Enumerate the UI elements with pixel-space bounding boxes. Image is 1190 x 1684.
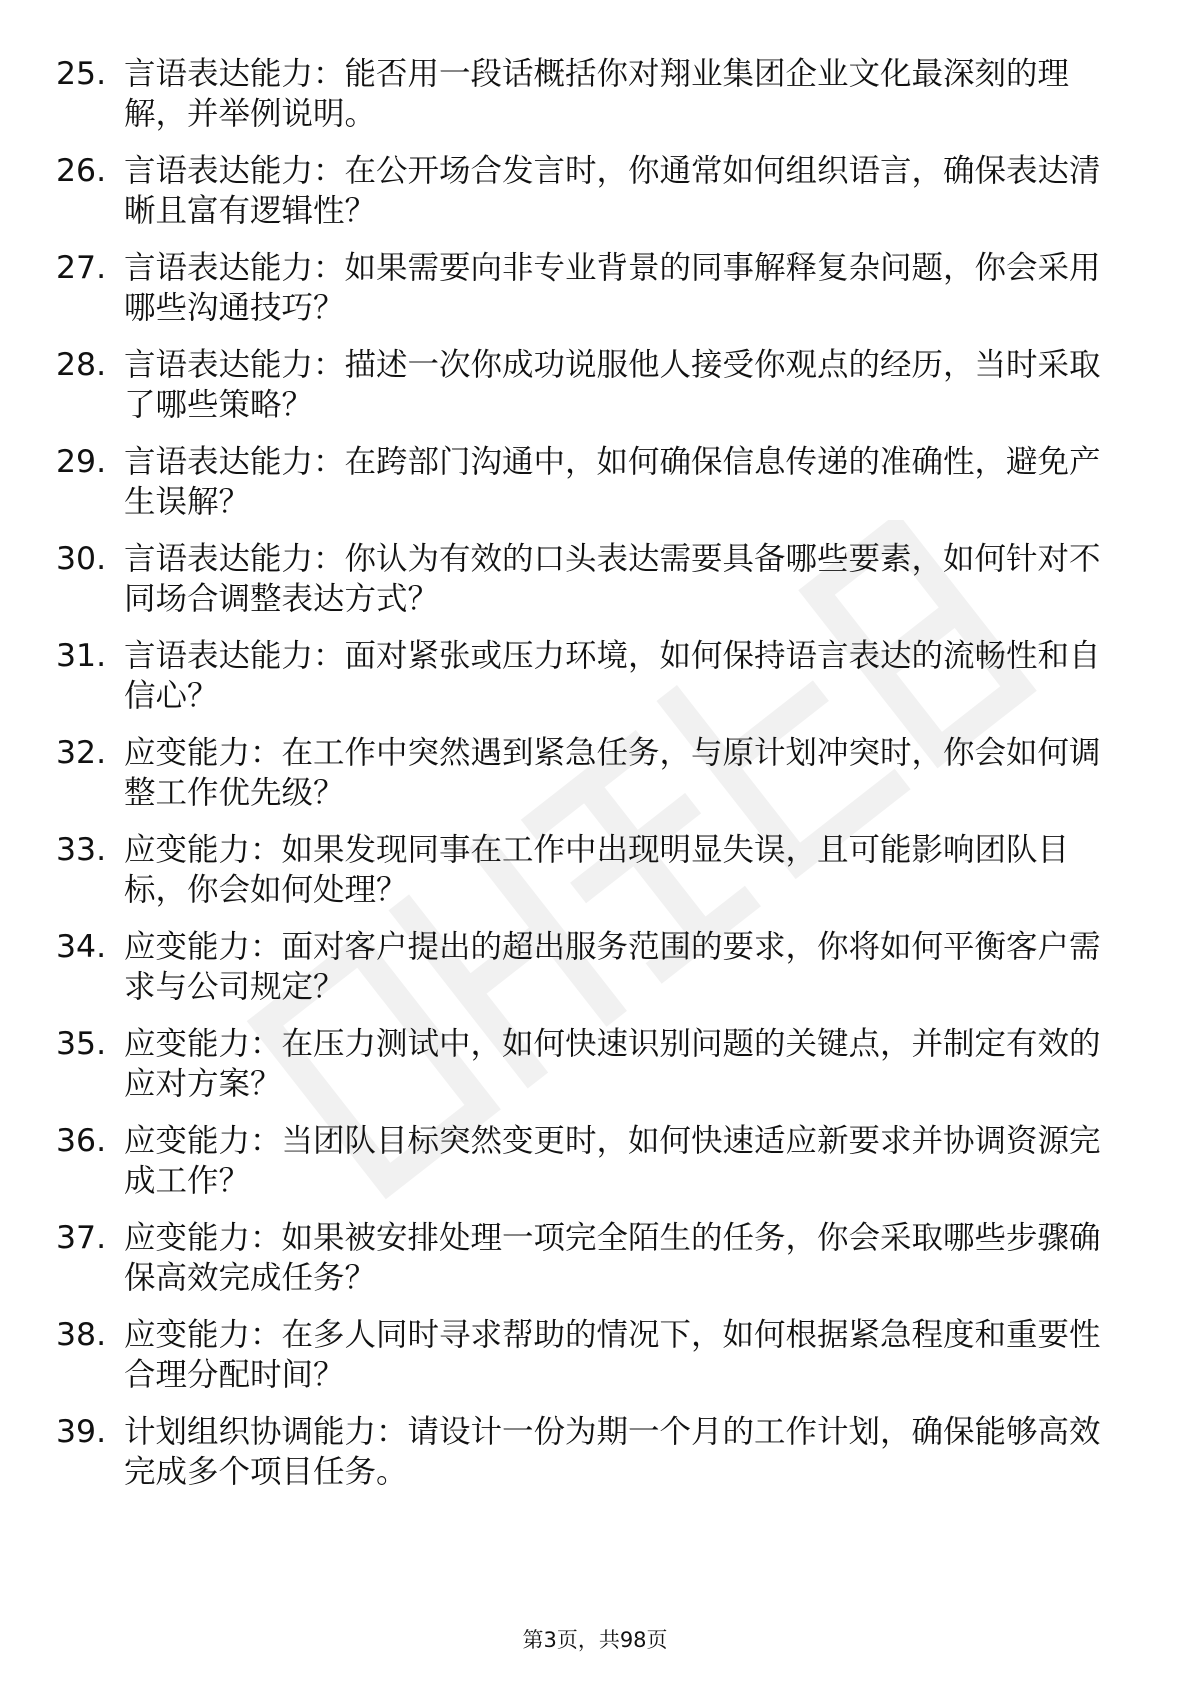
question-text: 言语表达能力：在跨部门沟通中，如何确保信息传递的准确性，避免产生误解？	[124, 444, 1101, 520]
question-item	[56, 1218, 1126, 1298]
question-number: 27.	[56, 250, 107, 286]
question-text: 应变能力：如果发现同事在工作中出现明显失误，且可能影响团队目标，你会如何处理？	[124, 832, 1070, 908]
question-number: 25.	[56, 56, 107, 92]
question-item	[56, 1121, 1126, 1201]
question-text: 应变能力：面对客户提出的超出服务范围的要求，你将如何平衡客户需求与公司规定？	[124, 929, 1101, 1005]
question-item	[56, 248, 1126, 328]
question-text: 应变能力：如果被安排处理一项完全陌生的任务，你会采取哪些步骤确保高效完成任务？	[124, 1220, 1101, 1296]
question-list	[56, 54, 1126, 1509]
question-item	[56, 733, 1126, 813]
question-number: 33.	[56, 832, 107, 868]
question-item	[56, 830, 1126, 910]
question-item	[56, 54, 1126, 134]
question-number: 37.	[56, 1220, 107, 1256]
question-number: 35.	[56, 1026, 107, 1062]
question-item	[56, 151, 1126, 231]
question-item	[56, 345, 1126, 425]
question-text: 应变能力：当团队目标突然变更时，如何快速适应新要求并协调资源完成工作？	[124, 1123, 1101, 1199]
question-text: 应变能力：在多人同时寻求帮助的情况下，如何根据紧急程度和重要性合理分配时间？	[124, 1317, 1101, 1393]
question-text: 言语表达能力：能否用一段话概括你对翔业集团企业文化最深刻的理解，并举例说明。	[124, 56, 1070, 132]
question-text: 言语表达能力：你认为有效的口头表达需要具备哪些要素，如何针对不同场合调整表达方式？	[124, 541, 1101, 617]
question-number: 30.	[56, 541, 107, 577]
question-number: 32.	[56, 735, 107, 771]
question-item	[56, 1315, 1126, 1395]
question-text: 应变能力：在压力测试中，如何快速识别问题的关键点，并制定有效的应对方案？	[124, 1026, 1101, 1102]
question-item	[56, 927, 1126, 1007]
question-number: 31.	[56, 638, 107, 674]
question-text: 计划组织协调能力：请设计一份为期一个月的工作计划，确保能够高效完成多个项目任务。	[124, 1414, 1101, 1490]
question-number: 28.	[56, 347, 107, 383]
question-text: 言语表达能力：如果需要向非专业背景的同事解释复杂问题，你会采用哪些沟通技巧？	[124, 250, 1101, 326]
question-number: 29.	[56, 444, 107, 480]
question-number: 34.	[56, 929, 107, 965]
question-item	[56, 1412, 1126, 1492]
question-number: 39.	[56, 1414, 107, 1450]
question-text: 言语表达能力：面对紧张或压力环境，如何保持语言表达的流畅性和自信心？	[124, 638, 1101, 714]
question-item	[56, 539, 1126, 619]
question-number: 36.	[56, 1123, 107, 1159]
question-text: 应变能力：在工作中突然遇到紧急任务，与原计划冲突时，你会如何调整工作优先级？	[124, 735, 1101, 811]
question-text: 言语表达能力：在公开场合发言时，你通常如何组织语言，确保表达清晰且富有逻辑性？	[124, 153, 1101, 229]
page-number-footer: 第3页，共98页	[522, 1628, 668, 1652]
question-number: 38.	[56, 1317, 107, 1353]
question-item	[56, 1024, 1126, 1104]
question-text: 言语表达能力：描述一次你成功说服他人接受你观点的经历，当时采取了哪些策略？	[124, 347, 1101, 423]
question-item	[56, 442, 1126, 522]
question-item	[56, 636, 1126, 716]
question-number: 26.	[56, 153, 107, 189]
